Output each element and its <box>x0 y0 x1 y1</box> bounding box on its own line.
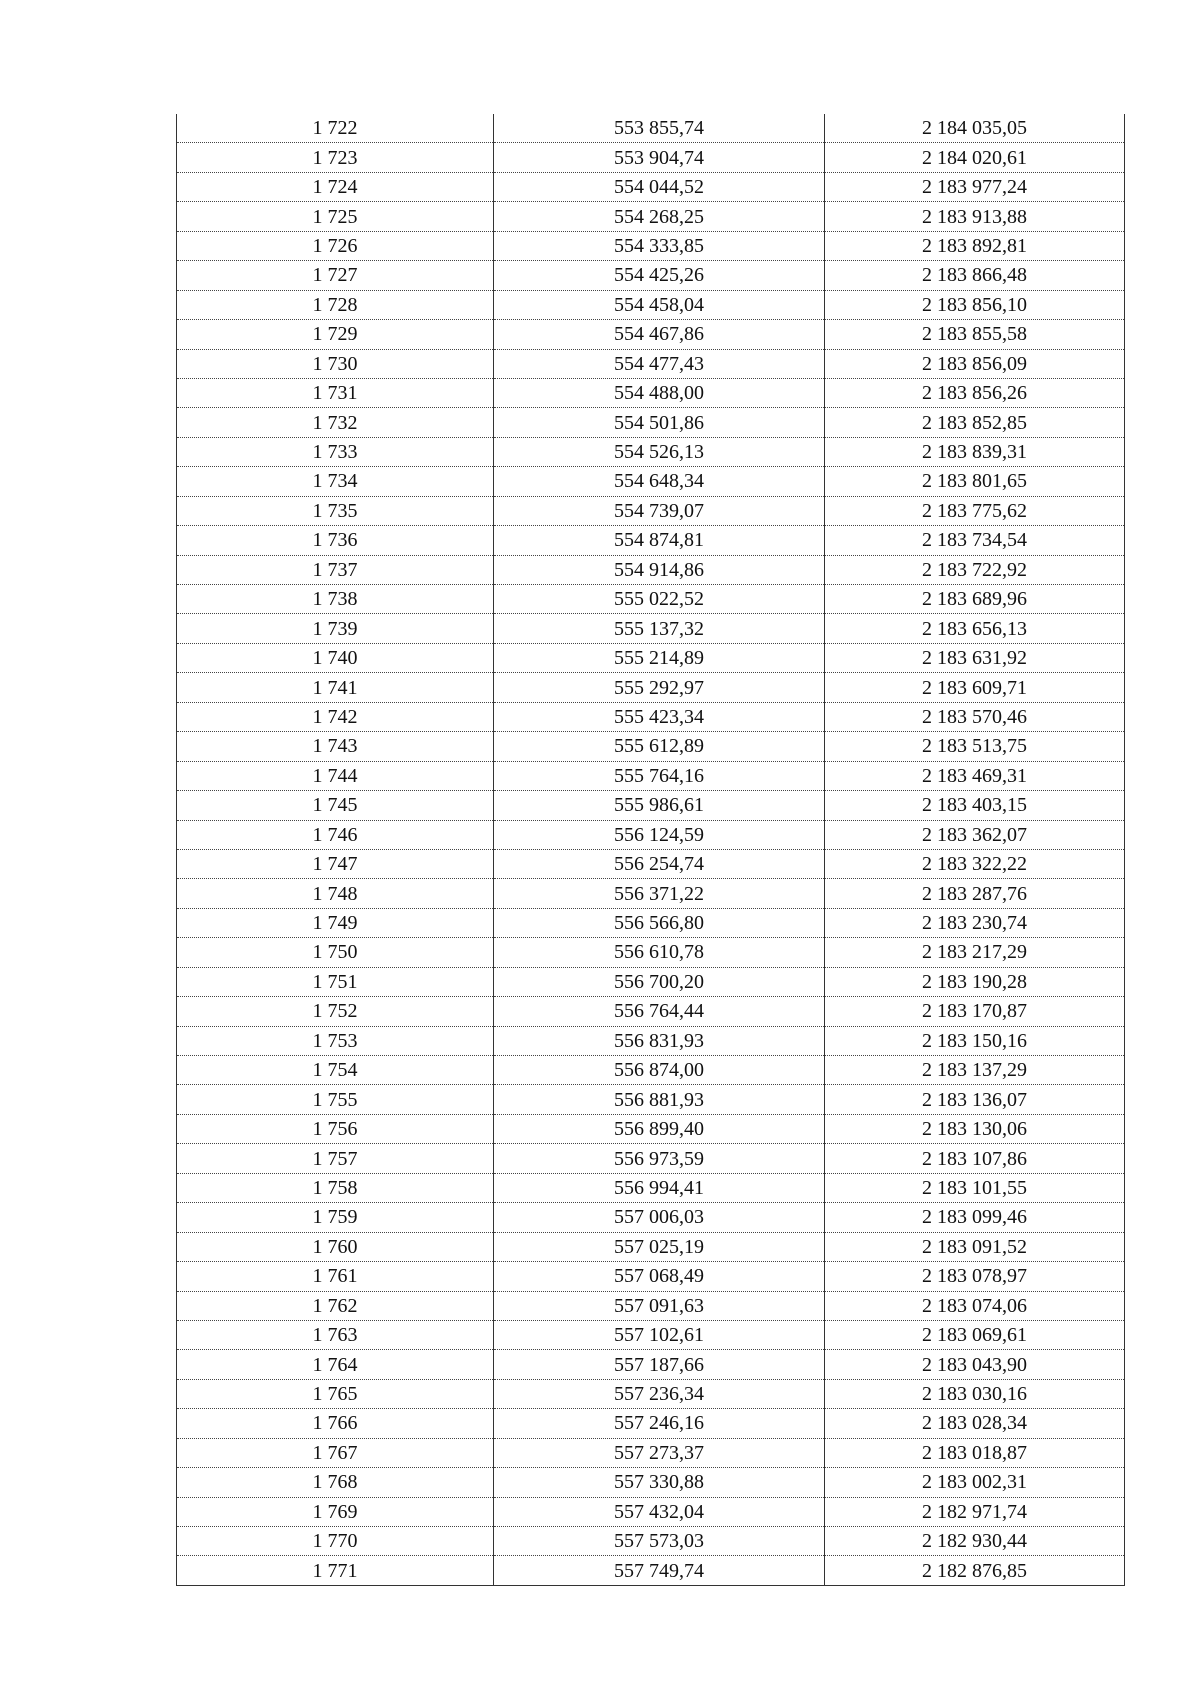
y-coordinate-cell: 2 184 020,61 <box>825 143 1125 172</box>
table-row <box>177 1291 1125 1320</box>
x-coordinate-cell: 554 458,04 <box>494 290 825 319</box>
table-row <box>177 1144 1125 1173</box>
x-coordinate-cell: 555 137,32 <box>494 614 825 643</box>
table-row <box>177 437 1125 466</box>
table-row <box>177 1173 1125 1202</box>
y-coordinate-cell: 2 183 722,92 <box>825 555 1125 584</box>
point-number-cell: 1 732 <box>177 408 494 437</box>
point-number-cell: 1 723 <box>177 143 494 172</box>
y-coordinate-cell: 2 183 631,92 <box>825 643 1125 672</box>
y-coordinate-cell: 2 183 287,76 <box>825 879 1125 908</box>
y-coordinate-cell: 2 183 018,87 <box>825 1438 1125 1467</box>
x-coordinate-cell: 556 610,78 <box>494 938 825 967</box>
point-number-cell: 1 762 <box>177 1291 494 1320</box>
point-number-cell: 1 737 <box>177 555 494 584</box>
y-coordinate-cell: 2 183 856,09 <box>825 349 1125 378</box>
table-row <box>177 1085 1125 1114</box>
point-number-cell: 1 727 <box>177 261 494 290</box>
table-row <box>177 1203 1125 1232</box>
point-number-cell: 1 744 <box>177 761 494 790</box>
table-row <box>177 702 1125 731</box>
x-coordinate-cell: 554 648,34 <box>494 467 825 496</box>
y-coordinate-cell: 2 183 028,34 <box>825 1409 1125 1438</box>
x-coordinate-cell: 554 501,86 <box>494 408 825 437</box>
table-row <box>177 1556 1125 1585</box>
point-number-cell: 1 740 <box>177 643 494 672</box>
x-coordinate-cell: 557 749,74 <box>494 1556 825 1585</box>
table-row <box>177 585 1125 614</box>
table-row <box>177 1026 1125 1055</box>
x-coordinate-cell: 554 477,43 <box>494 349 825 378</box>
point-number-cell: 1 739 <box>177 614 494 643</box>
table-row <box>177 791 1125 820</box>
y-coordinate-cell: 2 183 866,48 <box>825 261 1125 290</box>
y-coordinate-cell: 2 183 775,62 <box>825 496 1125 525</box>
table-row <box>177 1379 1125 1408</box>
y-coordinate-cell: 2 183 852,85 <box>825 408 1125 437</box>
table-row <box>177 231 1125 260</box>
x-coordinate-cell: 554 268,25 <box>494 202 825 231</box>
y-coordinate-cell: 2 183 101,55 <box>825 1173 1125 1202</box>
table-row <box>177 849 1125 878</box>
x-coordinate-cell: 556 831,93 <box>494 1026 825 1055</box>
y-coordinate-cell: 2 182 876,85 <box>825 1556 1125 1585</box>
point-number-cell: 1 763 <box>177 1320 494 1349</box>
x-coordinate-cell: 553 904,74 <box>494 143 825 172</box>
y-coordinate-cell: 2 183 091,52 <box>825 1232 1125 1261</box>
point-number-cell: 1 733 <box>177 437 494 466</box>
table-row <box>177 496 1125 525</box>
x-coordinate-cell: 557 573,03 <box>494 1527 825 1556</box>
table-row <box>177 732 1125 761</box>
point-number-cell: 1 729 <box>177 320 494 349</box>
x-coordinate-cell: 555 423,34 <box>494 702 825 731</box>
point-number-cell: 1 771 <box>177 1556 494 1585</box>
x-coordinate-cell: 556 973,59 <box>494 1144 825 1173</box>
table-row <box>177 673 1125 702</box>
x-coordinate-cell: 554 874,81 <box>494 526 825 555</box>
table-row <box>177 526 1125 555</box>
x-coordinate-cell: 553 855,74 <box>494 114 825 143</box>
x-coordinate-cell: 556 881,93 <box>494 1085 825 1114</box>
point-number-cell: 1 747 <box>177 849 494 878</box>
table-row <box>177 1527 1125 1556</box>
x-coordinate-cell: 556 899,40 <box>494 1114 825 1143</box>
x-coordinate-cell: 555 986,61 <box>494 791 825 820</box>
y-coordinate-cell: 2 183 099,46 <box>825 1203 1125 1232</box>
table-row <box>177 614 1125 643</box>
table-row <box>177 555 1125 584</box>
table-row <box>177 908 1125 937</box>
y-coordinate-cell: 2 183 856,10 <box>825 290 1125 319</box>
coordinates-table-body <box>177 114 1125 1585</box>
y-coordinate-cell: 2 183 137,29 <box>825 1056 1125 1085</box>
table-row <box>177 202 1125 231</box>
y-coordinate-cell: 2 183 130,06 <box>825 1114 1125 1143</box>
y-coordinate-cell: 2 183 030,16 <box>825 1379 1125 1408</box>
point-number-cell: 1 766 <box>177 1409 494 1438</box>
point-number-cell: 1 726 <box>177 231 494 260</box>
x-coordinate-cell: 556 700,20 <box>494 967 825 996</box>
x-coordinate-cell: 557 102,61 <box>494 1320 825 1349</box>
point-number-cell: 1 761 <box>177 1262 494 1291</box>
y-coordinate-cell: 2 183 217,29 <box>825 938 1125 967</box>
y-coordinate-cell: 2 183 609,71 <box>825 673 1125 702</box>
table-row <box>177 143 1125 172</box>
table-row <box>177 320 1125 349</box>
table-row <box>177 1438 1125 1467</box>
y-coordinate-cell: 2 182 930,44 <box>825 1527 1125 1556</box>
x-coordinate-cell: 557 187,66 <box>494 1350 825 1379</box>
point-number-cell: 1 754 <box>177 1056 494 1085</box>
x-coordinate-cell: 555 292,97 <box>494 673 825 702</box>
point-number-cell: 1 765 <box>177 1379 494 1408</box>
table-row <box>177 1350 1125 1379</box>
x-coordinate-cell: 556 124,59 <box>494 820 825 849</box>
y-coordinate-cell: 2 183 856,26 <box>825 378 1125 407</box>
point-number-cell: 1 764 <box>177 1350 494 1379</box>
y-coordinate-cell: 2 183 855,58 <box>825 320 1125 349</box>
x-coordinate-cell: 554 467,86 <box>494 320 825 349</box>
y-coordinate-cell: 2 183 230,74 <box>825 908 1125 937</box>
y-coordinate-cell: 2 183 892,81 <box>825 231 1125 260</box>
point-number-cell: 1 770 <box>177 1527 494 1556</box>
point-number-cell: 1 759 <box>177 1203 494 1232</box>
point-number-cell: 1 748 <box>177 879 494 908</box>
x-coordinate-cell: 556 764,44 <box>494 997 825 1026</box>
point-number-cell: 1 769 <box>177 1497 494 1526</box>
x-coordinate-cell: 555 612,89 <box>494 732 825 761</box>
table-row <box>177 261 1125 290</box>
point-number-cell: 1 731 <box>177 378 494 407</box>
x-coordinate-cell: 556 994,41 <box>494 1173 825 1202</box>
point-number-cell: 1 734 <box>177 467 494 496</box>
table-row <box>177 1320 1125 1349</box>
y-coordinate-cell: 2 183 002,31 <box>825 1468 1125 1497</box>
table-row <box>177 997 1125 1026</box>
table-row <box>177 820 1125 849</box>
table-row <box>177 290 1125 319</box>
y-coordinate-cell: 2 184 035,05 <box>825 114 1125 143</box>
table-row <box>177 378 1125 407</box>
x-coordinate-cell: 557 025,19 <box>494 1232 825 1261</box>
point-number-cell: 1 728 <box>177 290 494 319</box>
x-coordinate-cell: 557 236,34 <box>494 1379 825 1408</box>
table-row <box>177 467 1125 496</box>
point-number-cell: 1 742 <box>177 702 494 731</box>
x-coordinate-cell: 557 273,37 <box>494 1438 825 1467</box>
y-coordinate-cell: 2 183 403,15 <box>825 791 1125 820</box>
point-number-cell: 1 746 <box>177 820 494 849</box>
point-number-cell: 1 736 <box>177 526 494 555</box>
x-coordinate-cell: 555 022,52 <box>494 585 825 614</box>
table-row <box>177 172 1125 201</box>
point-number-cell: 1 760 <box>177 1232 494 1261</box>
point-number-cell: 1 745 <box>177 791 494 820</box>
table-row <box>177 1056 1125 1085</box>
table-row <box>177 761 1125 790</box>
x-coordinate-cell: 554 914,86 <box>494 555 825 584</box>
point-number-cell: 1 741 <box>177 673 494 702</box>
y-coordinate-cell: 2 183 513,75 <box>825 732 1125 761</box>
table-row <box>177 1468 1125 1497</box>
y-coordinate-cell: 2 183 136,07 <box>825 1085 1125 1114</box>
point-number-cell: 1 722 <box>177 114 494 143</box>
table-row <box>177 1114 1125 1143</box>
y-coordinate-cell: 2 183 043,90 <box>825 1350 1125 1379</box>
x-coordinate-cell: 554 425,26 <box>494 261 825 290</box>
point-number-cell: 1 758 <box>177 1173 494 1202</box>
point-number-cell: 1 750 <box>177 938 494 967</box>
point-number-cell: 1 735 <box>177 496 494 525</box>
y-coordinate-cell: 2 182 971,74 <box>825 1497 1125 1526</box>
y-coordinate-cell: 2 183 322,22 <box>825 849 1125 878</box>
x-coordinate-cell: 557 432,04 <box>494 1497 825 1526</box>
y-coordinate-cell: 2 183 839,31 <box>825 437 1125 466</box>
point-number-cell: 1 755 <box>177 1085 494 1114</box>
y-coordinate-cell: 2 183 074,06 <box>825 1291 1125 1320</box>
y-coordinate-cell: 2 183 362,07 <box>825 820 1125 849</box>
y-coordinate-cell: 2 183 069,61 <box>825 1320 1125 1349</box>
x-coordinate-cell: 554 488,00 <box>494 378 825 407</box>
x-coordinate-cell: 557 006,03 <box>494 1203 825 1232</box>
table-row <box>177 1497 1125 1526</box>
y-coordinate-cell: 2 183 656,13 <box>825 614 1125 643</box>
point-number-cell: 1 743 <box>177 732 494 761</box>
point-number-cell: 1 768 <box>177 1468 494 1497</box>
table-row <box>177 938 1125 967</box>
x-coordinate-cell: 554 526,13 <box>494 437 825 466</box>
y-coordinate-cell: 2 183 107,86 <box>825 1144 1125 1173</box>
x-coordinate-cell: 556 254,74 <box>494 849 825 878</box>
table-row <box>177 967 1125 996</box>
point-number-cell: 1 752 <box>177 997 494 1026</box>
table-row <box>177 114 1125 143</box>
point-number-cell: 1 756 <box>177 1114 494 1143</box>
point-number-cell: 1 753 <box>177 1026 494 1055</box>
y-coordinate-cell: 2 183 078,97 <box>825 1262 1125 1291</box>
table-row <box>177 1232 1125 1261</box>
point-number-cell: 1 725 <box>177 202 494 231</box>
y-coordinate-cell: 2 183 977,24 <box>825 172 1125 201</box>
x-coordinate-cell: 556 566,80 <box>494 908 825 937</box>
table-row <box>177 879 1125 908</box>
table-row <box>177 349 1125 378</box>
x-coordinate-cell: 555 764,16 <box>494 761 825 790</box>
point-number-cell: 1 757 <box>177 1144 494 1173</box>
x-coordinate-cell: 555 214,89 <box>494 643 825 672</box>
y-coordinate-cell: 2 183 190,28 <box>825 967 1125 996</box>
y-coordinate-cell: 2 183 170,87 <box>825 997 1125 1026</box>
x-coordinate-cell: 554 739,07 <box>494 496 825 525</box>
y-coordinate-cell: 2 183 469,31 <box>825 761 1125 790</box>
point-number-cell: 1 738 <box>177 585 494 614</box>
x-coordinate-cell: 557 330,88 <box>494 1468 825 1497</box>
y-coordinate-cell: 2 183 801,65 <box>825 467 1125 496</box>
coordinates-table <box>176 114 1125 1586</box>
y-coordinate-cell: 2 183 913,88 <box>825 202 1125 231</box>
x-coordinate-cell: 554 044,52 <box>494 172 825 201</box>
y-coordinate-cell: 2 183 570,46 <box>825 702 1125 731</box>
table-row <box>177 1262 1125 1291</box>
table-row <box>177 643 1125 672</box>
x-coordinate-cell: 557 091,63 <box>494 1291 825 1320</box>
table-row <box>177 408 1125 437</box>
point-number-cell: 1 724 <box>177 172 494 201</box>
y-coordinate-cell: 2 183 150,16 <box>825 1026 1125 1055</box>
x-coordinate-cell: 557 246,16 <box>494 1409 825 1438</box>
table-row <box>177 1409 1125 1438</box>
point-number-cell: 1 730 <box>177 349 494 378</box>
x-coordinate-cell: 556 371,22 <box>494 879 825 908</box>
point-number-cell: 1 767 <box>177 1438 494 1467</box>
x-coordinate-cell: 557 068,49 <box>494 1262 825 1291</box>
point-number-cell: 1 749 <box>177 908 494 937</box>
point-number-cell: 1 751 <box>177 967 494 996</box>
y-coordinate-cell: 2 183 734,54 <box>825 526 1125 555</box>
x-coordinate-cell: 556 874,00 <box>494 1056 825 1085</box>
y-coordinate-cell: 2 183 689,96 <box>825 585 1125 614</box>
x-coordinate-cell: 554 333,85 <box>494 231 825 260</box>
